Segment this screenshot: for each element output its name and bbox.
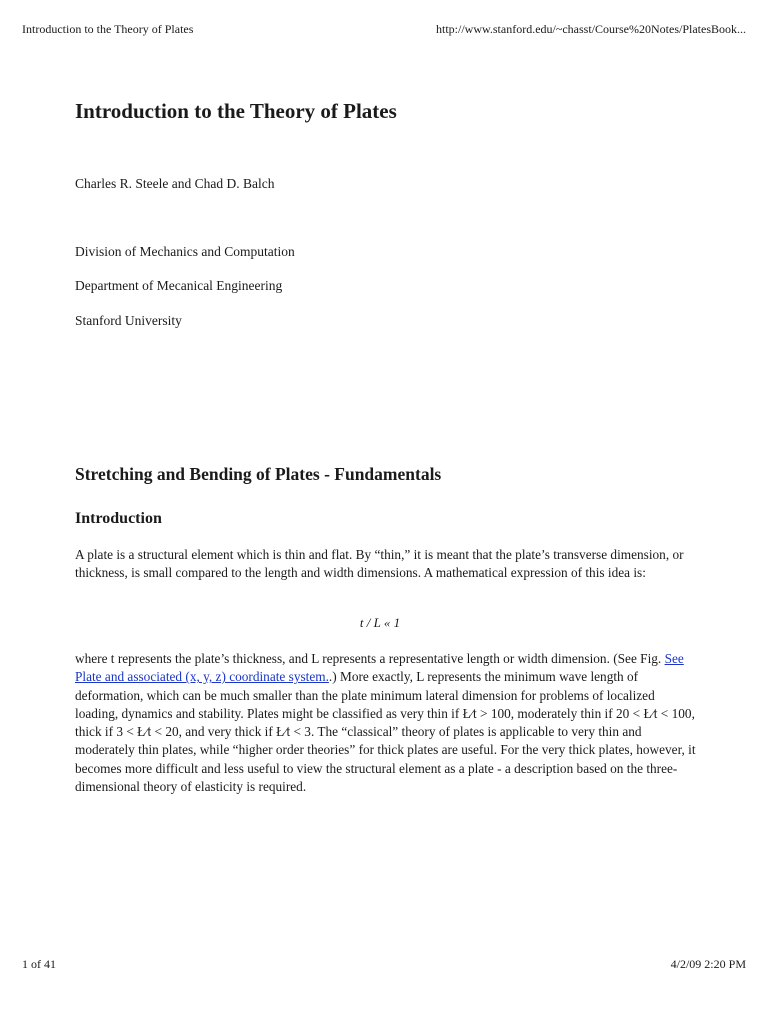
subsection-title: Introduction bbox=[75, 510, 162, 527]
print-datetime: 4/2/09 2:20 PM bbox=[670, 957, 746, 971]
figure-reference-link[interactable]: See Plate and associated (x, y, z) coordinate system. bbox=[75, 651, 684, 685]
affiliation-division: Division of Mechanics and Computation bbox=[75, 244, 295, 259]
authors: Charles R. Steele and Chad D. Balch bbox=[75, 176, 275, 191]
paragraph-text-before-link: where t represents the plate’s thickness, and L represents a representative length or width dimension. (See Fig. bbox=[75, 651, 665, 666]
paragraph-definition: A plate is a structural element which is thin and flat. By “thin,” it is meant that the plate’s transverse dimension, or thickness, is small compared to the length and width dimensions. A mathematical expression of this idea is: bbox=[75, 547, 684, 581]
page-number: 1 of 41 bbox=[22, 957, 56, 971]
print-header-url: http://www.stanford.edu/~chasst/Course%20Notes/PlatesBook... bbox=[435, 22, 746, 36]
affiliation-university: Stanford University bbox=[75, 313, 182, 328]
print-header-title: Introduction to the Theory of Plates bbox=[22, 22, 194, 36]
equation-thickness-ratio: t / L « 1 bbox=[359, 615, 401, 630]
paragraph-text-after-link: .) More exactly, L represents the minimum wave length of deformation, which can be much smaller than the plate minimum lateral dimension for problems of localized loading, dynamics and stability. Plates might be classified as very thin if Ł⁄t > 100, moderately thin if 20 < Ł⁄t < 100, thick if 3 < Ł⁄t < 20, and very thick if Ł⁄t < 3. The “classical” theory of plates is applicable to very thin and moderately thin plates, while “higher order theories” for thick plates are useful. For the very thick plates, however, it becomes more difficult and less useful to view the structural element as a plate - a description based on the three-dimensional theory of elasticity is required. bbox=[75, 669, 696, 795]
paragraph-classification bbox=[75, 650, 701, 796]
section-title: Stretching and Bending of Plates - Fundamentals bbox=[75, 464, 442, 484]
page-title: Introduction to the Theory of Plates bbox=[75, 99, 397, 123]
affiliation-department: Department of Mecanical Engineering bbox=[75, 278, 283, 293]
